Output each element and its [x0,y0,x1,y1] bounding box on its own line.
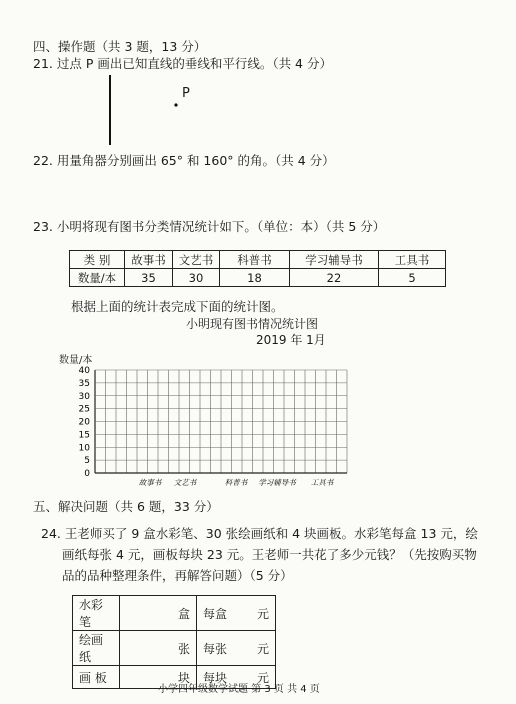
category-cell: 故事书 [125,251,173,269]
value-cell: 5 [379,269,446,287]
yuan-label: 元 [256,670,269,685]
unit-cell: 张 [120,631,197,666]
section-heading-operations: 四、操作题（共 3 题，13 分） [33,39,207,54]
y-tick-label: 15 [78,430,90,441]
y-tick-label: 25 [78,404,90,415]
y-tick-label: 35 [78,378,90,389]
yuan-label: 元 [256,641,269,656]
y-tick-label: 20 [78,417,90,428]
value-cell: 35 [125,269,173,287]
category-cell: 文艺书 [173,251,220,269]
chart-subtitle: 2019 年 1月 [256,333,326,347]
question-23: 23. 小明将现有图书分类情况统计如下。（单位：本）（共 5 分） [33,219,386,234]
chart-ylabel: 数量/本 [59,355,93,366]
question-24-line3: 品的品种整理条件，再解答问题）（5 分） [62,568,293,583]
page-footer: 小学四年级数学试题 第 3 页 共 4 页 [158,684,320,695]
question-24-line2: 画纸每张 4 元，画板每块 23 元。王老师一共花了多少元钱？（先按购买物 [62,547,477,562]
x-category-label: 工具书 [310,478,334,487]
per-label: 每块 [203,670,228,685]
item-cell: 水彩笔 [73,596,120,631]
value-cell: 30 [173,269,220,287]
per-label: 每盒 [203,606,228,621]
price-cell [197,596,276,631]
y-tick-label: 5 [84,456,90,467]
chart-title: 小明现有图书情况统计图 [186,317,319,331]
row-label-cell: 数量/本 [70,269,125,287]
category-cell: 工具书 [379,251,446,269]
value-cell: 18 [220,269,290,287]
section-heading-solve: 五、解决问题（共 6 题，33 分） [33,499,219,514]
y-tick-label: 30 [78,391,90,402]
value-cell: 22 [290,269,379,287]
header-cell: 类 别 [70,251,125,269]
x-category-label: 文艺书 [173,478,197,487]
item-cell: 画 板 [73,666,120,689]
item-cell: 绘画纸 [73,631,120,666]
question-24-line1: 24. 王老师买了 9 盒水彩笔、30 张绘画纸和 4 块画板。水彩笔每盒 13 元，绘 [41,526,478,541]
x-category-label: 科普书 [224,478,248,487]
table-row [73,596,276,631]
x-category-label: 学习辅导书 [258,478,296,487]
unit-cell: 盒 [120,596,197,631]
category-cell: 学习辅导书 [290,251,379,269]
price-cell [197,631,276,666]
yuan-label: 元 [256,606,269,621]
unit-cell: 块 [120,666,197,689]
table-row [73,631,276,666]
y-tick-label: 40 [78,366,90,376]
point-p-label: P [182,86,190,101]
chart-instruction: 根据上面的统计表完成下面的统计图。 [71,299,284,314]
question-22: 22. 用量角器分别画出 65° 和 160° 的角。（共 4 分） [33,153,335,168]
y-tick-label: 10 [78,443,90,454]
y-tick-label: 0 [84,469,90,479]
question-21: 21. 过点 P 画出已知直线的垂线和平行线。（共 4 分） [33,56,332,71]
per-label: 每张 [203,641,228,656]
x-category-label: 故事书 [138,478,162,487]
category-cell: 科普书 [220,251,290,269]
purchase-table [72,595,276,689]
